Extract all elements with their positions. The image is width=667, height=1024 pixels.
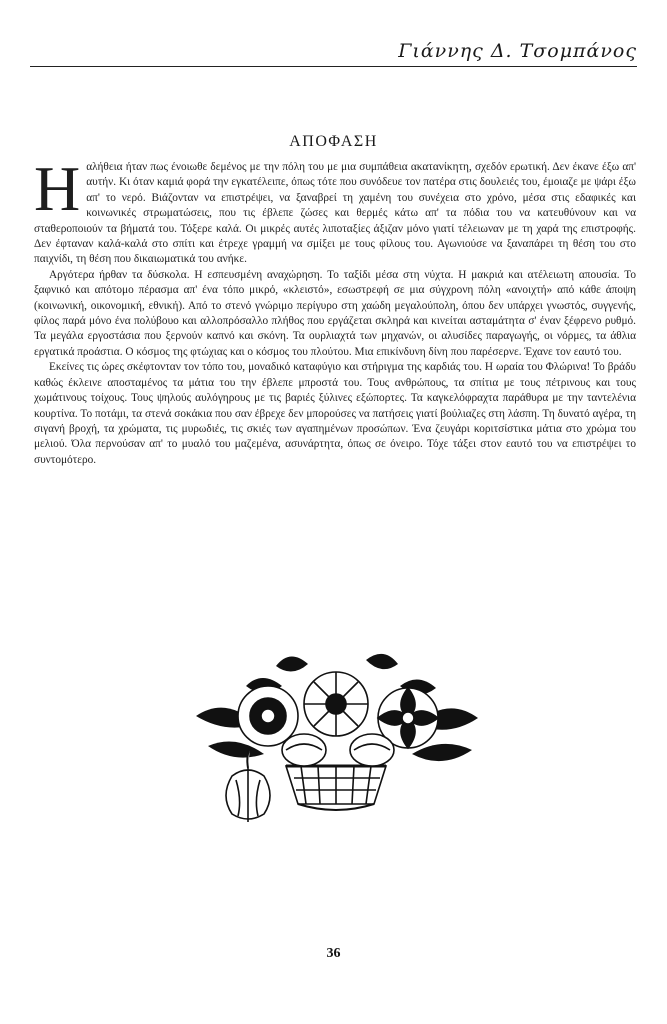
page-number: 36 (326, 946, 341, 961)
page-title: ΑΠΟΦΑΣΗ (289, 132, 378, 150)
paragraph-1-text: αλήθεια ήταν πως ένοιωθε δεμένος με την πόλη του με μια συμπάθεια ακατανίκητη, σχεδόν ερωτική. Δεν έκανε έξω απ' αυτήν. Κι όταν καμιά φορά την εγκατέλειπε, όπως τότε που συνόδευε τον πατέρα στις δουλειές του, έμοιαζε με ψάρι έξω απ' το νερό. Βιάζονταν να επιστρέψει, να ξαναβρεί τη χαμένη του συνέχεια στο χρόνο, μέσα στις εδαφικές και κοινωνικές στρωματώσεις, που τις έβλεπε ζώσες και θερμές κάτω απ' τα πόδια του να κατευθύνουν και να σταθεροποιούν τα βήματά του. Τόξερε καλά. Οι μικρές αυτές λιποταξίες άξιζαν μόνο γιατί τέλειωναν με τη χαρά της επιστροφής. Δεν έφταναν καλά-καλά στο σπίτι και έτρεχε γραμμή να σμίξει με τους φίλους του. Αγωνιούσε να ξαναπάρει τη θέση του στο παιχνίδι, τη θέση που δικαιωματικά του ανήκε. (34, 161, 636, 266)
header-rule (30, 66, 637, 67)
header-author: Γιάννης Δ. Τσομπάνος (398, 40, 637, 62)
paragraph-3: Εκείνες τις ώρες σκέφτονταν τον τόπο του, μοναδικό καταφύγιο και στήριγμα της καρδιάς του. Η ωραία του Φλώρινα! Το βράδυ καθώς έκλεινε αποσταμένος τα μάτια του την έβλεπε μπροστά του. Τους ανθρώπους, τα σπίτια με τους πέτρινους και τους χωμάτινους τοίχους. Τους ψηλούς αυλόγηρους με τις βαριές ξύλινες εξώπορτες. Τα καγκελόφραχτα παράθυρα με την ταντελένια κουρτίνα. Το ποτάμι, τα στενά σοκάκια που σαν έβρεχε δεν μπορούσες να πατήσεις γιατί βούλιαζες στη λάσπη. Τη δυνατό αγέρα, τη σιγανή βροχή, τα χρώματα, τις μυρωδιές, τις σκιές των αγαπημένων προσώπων. Ένα ζευγάρι κοριτσίστικα μάτια στο χρώμα του μελιού. Όλα περνούσαν απ' το μυαλό του μαζεμένα, ασυνάρτητα, όπως σε όνειρο. Τόχε τάξει στον εαυτό του να επιστρέψει το συντομότερο. (34, 361, 636, 466)
paragraph-1 (34, 153, 636, 268)
body-text (34, 153, 636, 468)
paragraph-2: Αργότερα ήρθαν τα δύσκολα. Η εσπευσμένη αναχώρηση. Το ταξίδι μέσα στη νύχτα. Η μακριά και ατέλειωτη απουσία. Το ξαφνικό και απότομο πέρασμα απ' ένα τόπο μικρό, «κλειστό», εσωστρεφή σε μια σύγχρονη πόλη «ανοιχτή» από κάθε άποψη (κοινωνική, οικονομική, εθνική). Από το στενό γνώριμο περίγυρο στη χαώδη μεγαλούπολη, όπου δεν υπάρχει γνωστός, συγγενής, φίλος παρά μόνο ένα πολύβουο και αλλοπρόσαλλο πλήθος που εργάζεται σκληρά και κινείται ασταμάτητα σ' έναν ξέφρενο ρυθμό. Τα μεγάλα εργοστάσια που ξερνούν καπνό και σκόνη. Τα ουρλιαχτά των μηχανών, οι αλυσίδες παραγωγής, οι νόρμες, τα άθλια εργατικά προάστια. Ο κόσμος της φτώχιας και ο κόσμος του πλούτου. Μια επικίνδυνη δίνη που παρέσερνε. Έχανε τον εαυτό του. (34, 268, 636, 358)
drop-cap: Η (34, 153, 81, 224)
flower-basket-icon (186, 646, 486, 826)
